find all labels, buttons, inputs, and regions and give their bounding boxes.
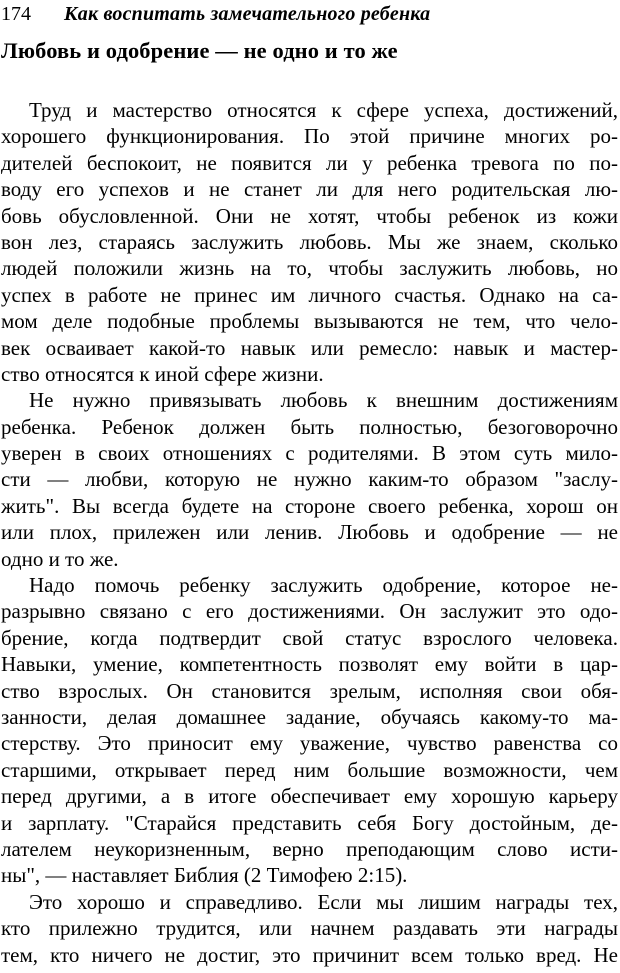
text-line: жить". Вы всегда будете на стороне своего ребенка, хорош он bbox=[1, 493, 618, 518]
text-line: ство взрослых. Он становится зрелым, исполняя свои обя- bbox=[1, 678, 618, 703]
paragraph bbox=[1, 97, 618, 387]
text-line: ребенка. Ребенок должен быть полностью, безоговорочно bbox=[1, 414, 618, 439]
text-line: бовь обусловленной. Они не хотят, чтобы ребенок из кожи bbox=[1, 203, 618, 228]
running-title: Как воспитать замечательного ребенка bbox=[64, 3, 431, 25]
page-number: 174 bbox=[1, 3, 31, 25]
paragraph bbox=[1, 572, 618, 889]
text-line: и зарплату. "Старайся представить себя Богу достойным, де- bbox=[1, 810, 618, 835]
text-line: занности, делая домашнее задание, обучаясь какому-то ма- bbox=[1, 704, 618, 729]
page-body bbox=[1, 97, 618, 968]
text-line: Навыки, умение, компетентность позволят ему войти в цар- bbox=[1, 652, 618, 677]
text-line: одно и то же. bbox=[1, 546, 119, 571]
paragraph bbox=[1, 889, 618, 968]
text-line: уверен в своих отношениях с родителями. В этом суть мило- bbox=[1, 441, 618, 466]
text-line: людей положили жизнь на то, чтобы заслужить любовь, но bbox=[1, 256, 618, 281]
text-line: дителей беспокоит, не появится ли у ребенка тревога по по- bbox=[1, 150, 618, 175]
text-line: Надо помочь ребенку заслужить одобрение, которое не- bbox=[29, 573, 618, 598]
text-line: тем, кто ничего не достиг, это причинит всем только вред. Не bbox=[1, 942, 618, 967]
paragraph bbox=[1, 387, 618, 572]
page-header bbox=[1, 3, 618, 26]
text-line: лателем неукоризненным, верно преподающим слово исти- bbox=[1, 836, 618, 861]
text-line: хорошего функционирования. По этой причине многих ро- bbox=[1, 124, 618, 149]
section-heading: Любовь и одобрение — не одно и то же bbox=[1, 38, 398, 63]
text-line: перед другими, а в итоге обеспечивает ему хорошую карьеру bbox=[1, 784, 618, 809]
text-line: старшими, открывает перед ним большие возможности, чем bbox=[1, 757, 618, 782]
text-line: век осваивает какой-то навык или ремесло: навык и мастер- bbox=[1, 335, 618, 360]
text-line: кто прилежно трудится, или начнем раздавать эти награды bbox=[1, 916, 618, 941]
text-line: стерству. Это приносит ему уважение, чувство равенства со bbox=[1, 731, 618, 756]
text-line: вон лез, стараясь заслужить любовь. Мы же знаем, сколько bbox=[1, 229, 618, 254]
text-line: успех в работе не принес им личного счастья. Однако на са- bbox=[1, 282, 618, 307]
text-line: или плох, прилежен или ленив. Любовь и одобрение — не bbox=[1, 520, 618, 545]
text-line: Это хорошо и справедливо. Если мы лишим награды тех, bbox=[29, 889, 618, 914]
text-line: сти — любви, которую не нужно каким-то образом "заслу- bbox=[1, 467, 618, 492]
text-line: ство относятся к иной сфере жизни. bbox=[1, 361, 324, 386]
text-line: воду его успехов и не станет ли для него родительская лю- bbox=[1, 177, 618, 202]
text-line: ны", — наставляет Библия (2 Тимофею 2:15). bbox=[1, 863, 408, 888]
text-line: брение, когда подтвердит свой статус взрослого человека. bbox=[1, 625, 618, 650]
text-line: разрывно связано с его достижениями. Он заслужит это одо- bbox=[1, 599, 618, 624]
text-line: Труд и мастерство относятся к сфере успеха, достижений, bbox=[29, 98, 618, 122]
text-line: Не нужно привязывать любовь к внешним достижениям bbox=[29, 388, 618, 413]
text-line: мом деле подобные проблемы вызываются не тем, что чело- bbox=[1, 309, 618, 334]
